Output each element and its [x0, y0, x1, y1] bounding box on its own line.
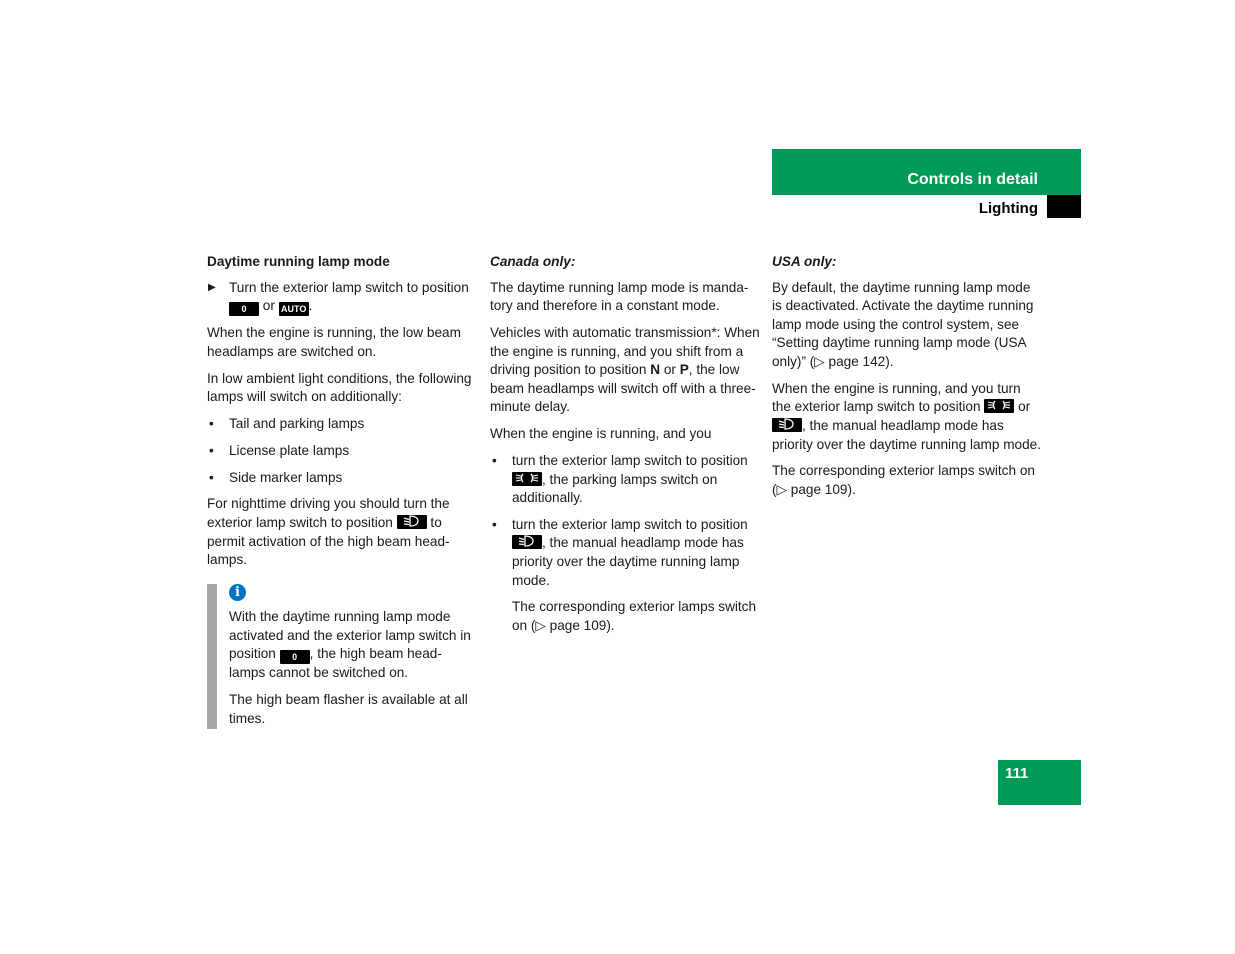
info-paragraph: The high beam flasher is available at all times. [229, 691, 468, 726]
paragraph: By default, the daytime running lamp mode is deactivated. Activate the daytime running lamp mode using the control system, see “Setting daytime running lamp mode (USA only)” (▷ page 142). [772, 279, 1034, 369]
switch-zero-icon: 0 [280, 650, 310, 664]
paragraph: When the engine is running, and you turn the exterior lamp switch to position or , the manual headlamp mode has priority over the daytime running lamp mode. [772, 380, 1041, 452]
parking-lamp-icon [512, 472, 542, 486]
subsection-title: Lighting [978, 200, 1038, 217]
list-item: • turn the exterior lamp switch to position , the manual headlamp mode has priority over the daytime running lamp mode. [492, 516, 748, 588]
paragraph: In low ambient light conditions, the following lamps will switch on additionally: [207, 370, 472, 405]
column-middle [490, 253, 760, 644]
section-title: Controls in detail [907, 171, 1038, 188]
bullet-icon: • [209, 469, 214, 485]
bullet-icon: • [209, 416, 214, 432]
list-item: • License plate lamps [207, 442, 475, 461]
heading-daytime-running: Daytime running lamp mode [207, 254, 390, 269]
info-icon: i [229, 584, 246, 601]
subsection-marker [1047, 195, 1081, 218]
paragraph: The corresponding exterior lamps switch on (▷ page 109). [512, 599, 757, 634]
low-beam-icon [397, 515, 427, 529]
page-number: 111 [1005, 765, 1029, 782]
switch-zero-icon: 0 [229, 302, 259, 316]
low-beam-icon [772, 418, 802, 432]
paragraph: The corresponding exterior lamps switch on (▷ page 109). [772, 463, 1035, 497]
list-item: • Side marker lamps [207, 469, 475, 488]
section-header-bar [772, 149, 1081, 195]
paragraph: Vehicles with automatic transmission*: When the engine is running, and you shift from a driving position to position N or P, the low beam headlamps will switch off with a three-minute delay. [490, 324, 760, 415]
switch-auto-icon: AUTO [279, 302, 309, 316]
instruction-step: ▶ Turn the exterior lamp switch to position 0 or AUTO . [208, 279, 469, 315]
info-paragraph: With the daytime running lamp mode activated and the exterior lamp switch in position 0 , the high beam head-lamps cannot be switched on. [229, 609, 471, 681]
low-beam-icon [512, 535, 542, 549]
list-item: • Tail and parking lamps [207, 415, 475, 434]
column-right [772, 253, 1042, 508]
info-sidebar [207, 584, 217, 729]
list-item: • turn the exterior lamp switch to position , the parking lamps switch on additionally. [492, 452, 748, 506]
paragraph: When the engine is running, and you [490, 426, 712, 442]
bullet-icon: • [209, 442, 214, 458]
paragraph: When the engine is running, the low beam headlamps are switched on. [207, 325, 461, 359]
bullet-icon: • [492, 452, 497, 468]
column-left [207, 253, 475, 578]
heading-canada: Canada only: [490, 254, 576, 269]
parking-lamp-icon [984, 399, 1014, 413]
paragraph: The daytime running lamp mode is manda-tory and therefore in a constant mode. [490, 279, 749, 314]
step-arrow-icon: ▶ [208, 281, 216, 293]
bullet-icon: • [492, 516, 497, 532]
heading-usa: USA only: [772, 254, 837, 269]
info-note [207, 584, 475, 729]
paragraph: For nighttime driving you should turn the exterior lamp switch to position to permit activation of the high beam head-lamps. [207, 496, 450, 568]
page-number-box [998, 760, 1081, 805]
